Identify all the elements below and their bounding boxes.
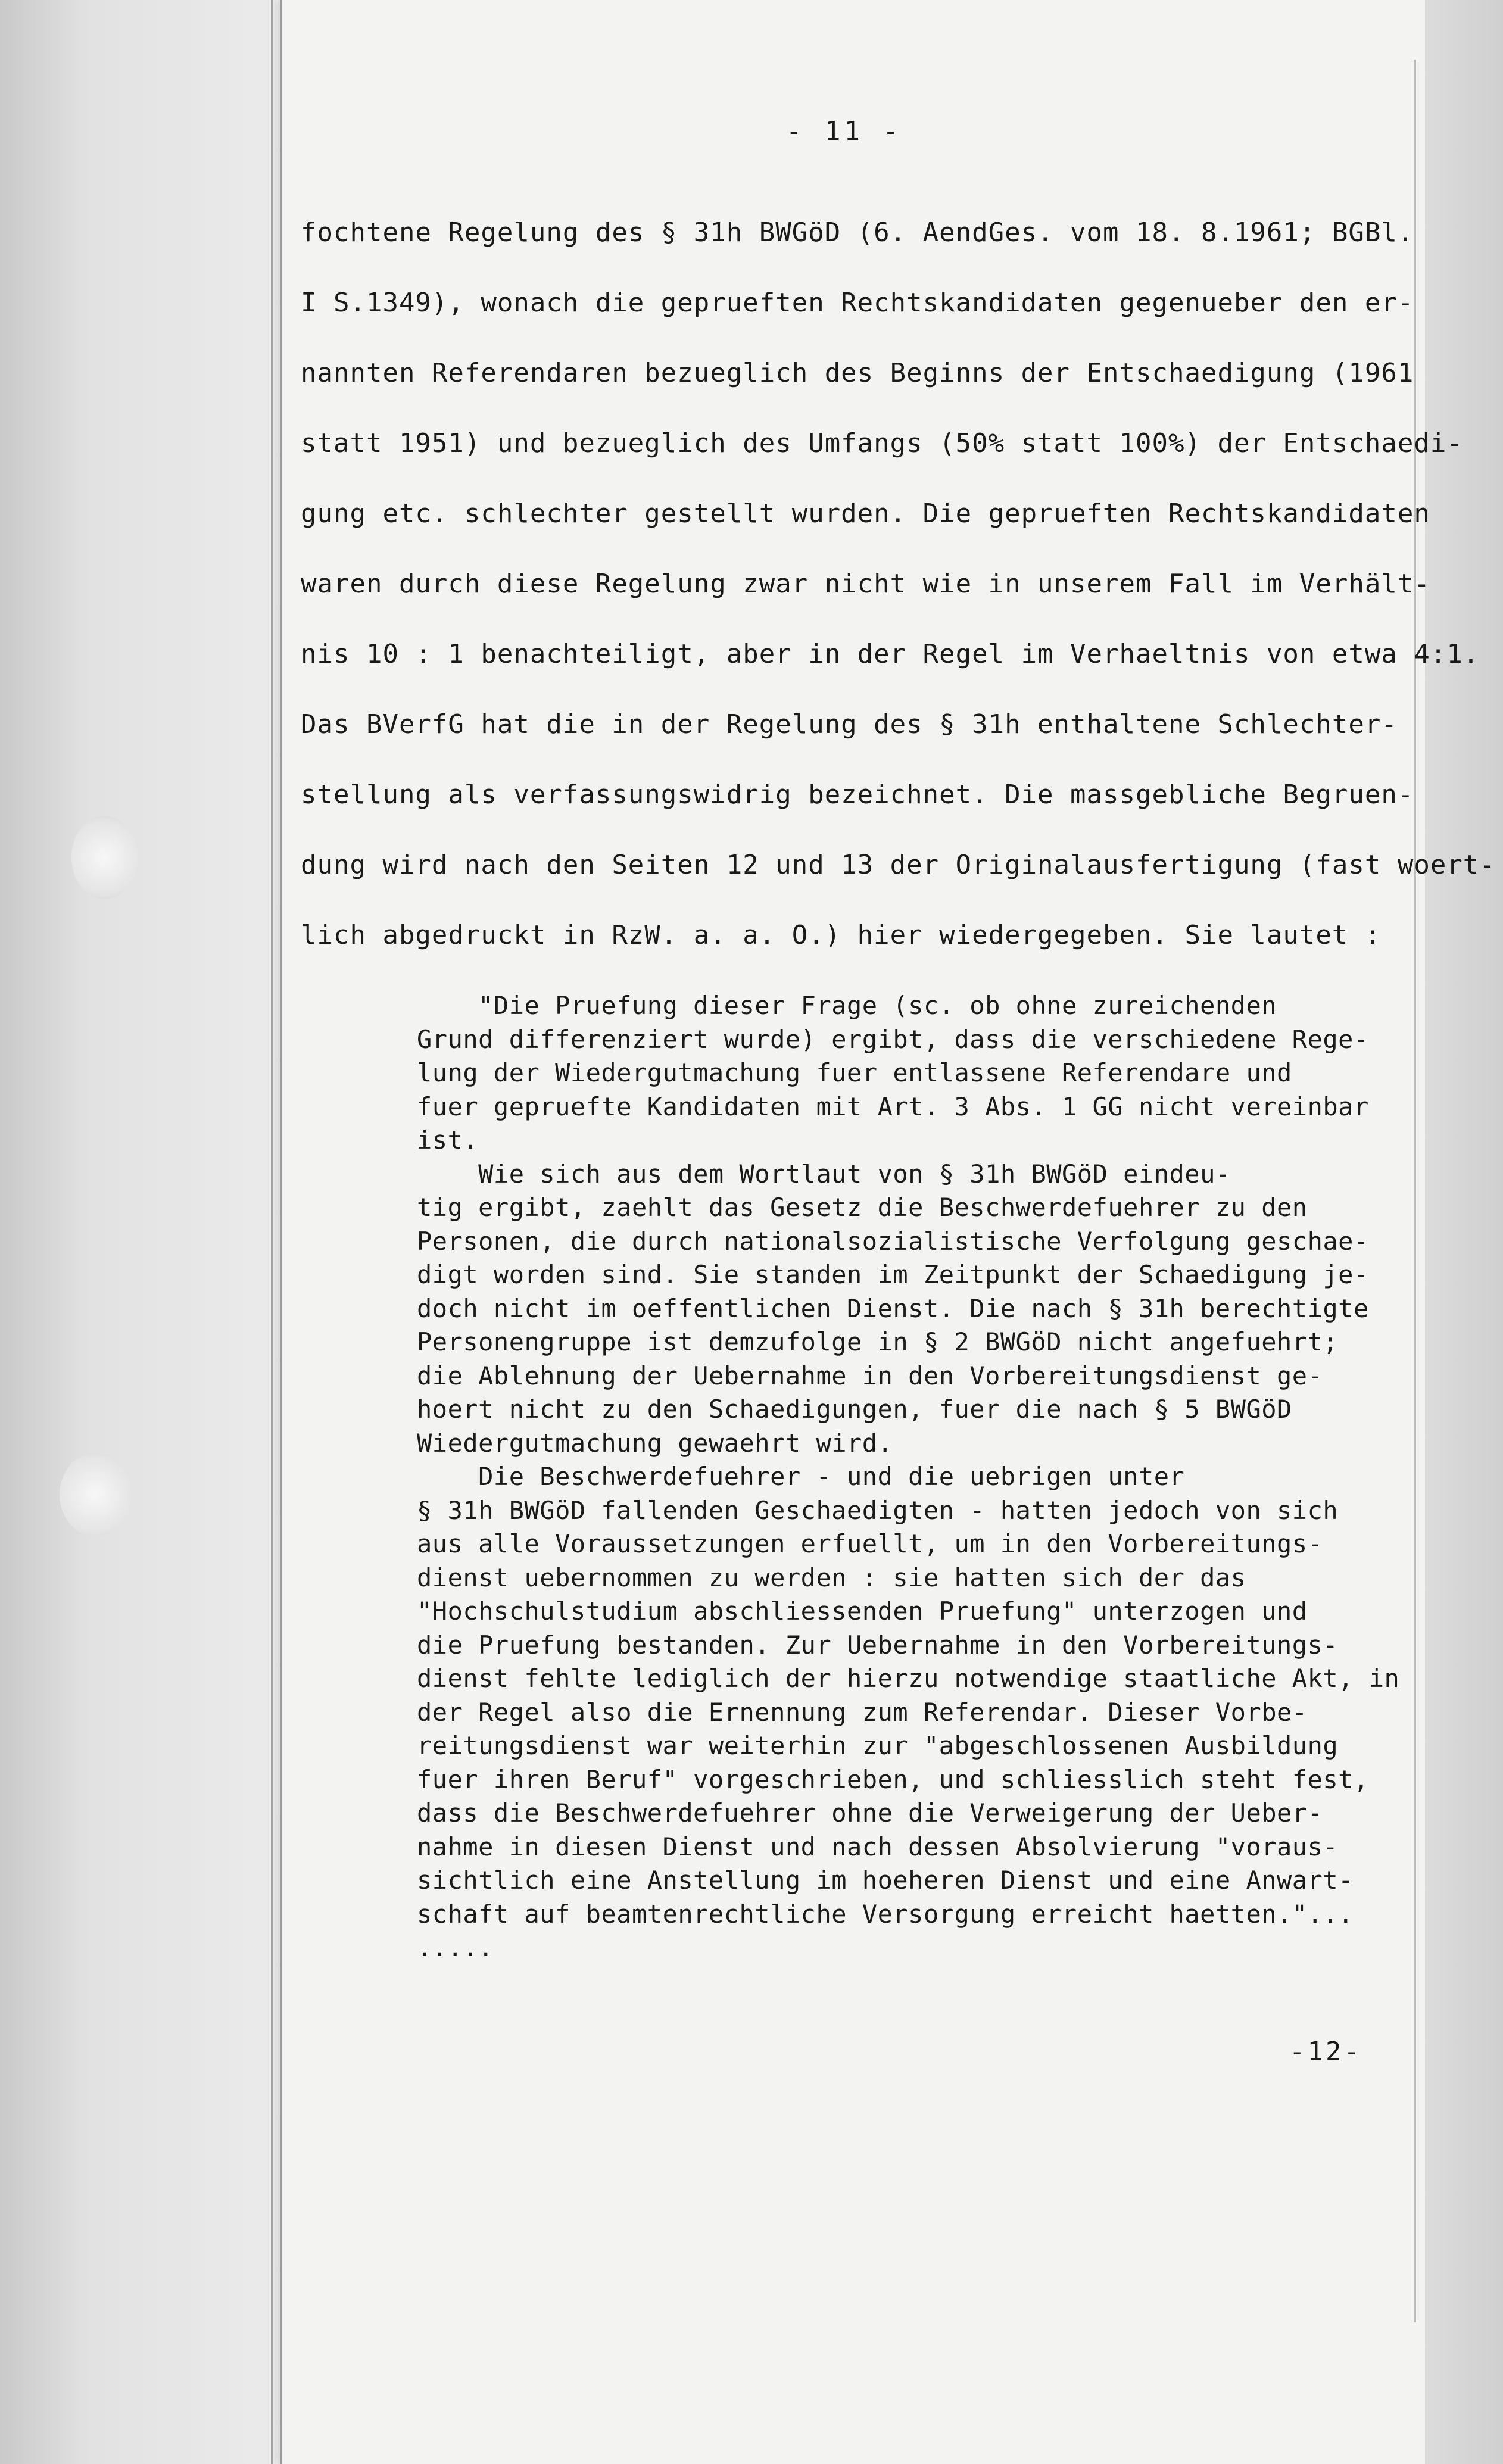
main-text-line: I S.1349), wonach die geprueften Rechtskandidaten gegenueber den er- <box>301 288 1414 318</box>
quote-text-line: Wie sich aus dem Wortlaut von § 31h BWGöD eindeu- <box>417 1159 1231 1189</box>
quote-text-line: aus alle Voraussetzungen erfuellt, um in den Vorbereitungs- <box>417 1529 1323 1558</box>
quote-text-line: ist. <box>417 1125 479 1155</box>
quote-text-line: dass die Beschwerdefuehrer ohne die Verweigerung der Ueber- <box>417 1798 1323 1827</box>
main-text-line: stellung als verfassungswidrig bezeichnet. Die massgebliche Begruen- <box>301 779 1414 810</box>
quote-text-line: reitungsdienst war weiterhin zur "abgeschlossenen Ausbildung <box>417 1731 1339 1760</box>
quote-text-line: Personen, die durch nationalsozialistische Verfolgung geschae- <box>417 1226 1369 1256</box>
quote-text-line: lung der Wiedergutmachung fuer entlassene Referendare und <box>417 1058 1292 1087</box>
quote-text-line: Grund differenziert wurde) ergibt, dass die verschiedene Rege- <box>417 1024 1369 1054</box>
quote-text-line: Wiedergutmachung gewaehrt wird. <box>417 1428 893 1458</box>
quote-text-line: nahme in diesen Dienst und nach dessen Absolvierung "voraus- <box>417 1832 1339 1861</box>
main-text-line: lich abgedruckt in RzW. a. a. O.) hier wiedergegeben. Sie lautet : <box>301 920 1382 950</box>
quote-text-line: Die Beschwerdefuehrer - und die uebrigen unter <box>417 1462 1185 1491</box>
quote-text-line: "Die Pruefung dieser Frage (sc. ob ohne zureichenden <box>417 991 1277 1020</box>
quote-text-line: fuer gepruefte Kandidaten mit Art. 3 Abs. 1 GG nicht vereinbar <box>417 1091 1369 1121</box>
quote-text-line: Personengruppe ist demzufolge in § 2 BWGöD nicht angefuehrt; <box>417 1327 1339 1356</box>
quote-text-line: der Regel also die Ernennung zum Referendar. Dieser Vorbe- <box>417 1697 1308 1727</box>
quote-text-line: die Ablehnung der Uebernahme in den Vorbereitungsdienst ge- <box>417 1361 1323 1390</box>
quote-text-line: ..... <box>417 1933 494 1962</box>
quote-text-line: dienst fehlte lediglich der hierzu notwendige staatliche Akt, in <box>417 1664 1400 1693</box>
quote-text-line: fuer ihren Beruf" vorgeschrieben, und schliesslich steht fest, <box>417 1764 1369 1794</box>
main-text-line: nis 10 : 1 benachteiligt, aber in der Regel im Verhaeltnis von etwa 4:1. <box>301 639 1480 669</box>
page-number: - 11 - <box>786 116 902 146</box>
quote-text-line: "Hochschulstudium abschliessenden Pruefung" unterzogen und <box>417 1596 1308 1626</box>
quote-text-line: § 31h BWGöD fallenden Geschaedigten - hatten jedoch von sich <box>417 1495 1339 1525</box>
quote-text-line: tig ergibt, zaehlt das Gesetz die Beschwerdefuehrer zu den <box>417 1193 1308 1222</box>
quote-text-line: sichtlich eine Anstellung im hoeheren Dienst und eine Anwart- <box>417 1866 1354 1895</box>
next-page-marker: -12- <box>1289 2036 1362 2067</box>
main-text-line: fochtene Regelung des § 31h BWGöD (6. AendGes. vom 18. 8.1961; BGBl. <box>301 217 1414 248</box>
quote-text-line: digt worden sind. Sie standen im Zeitpunkt der Schaedigung je- <box>417 1260 1369 1289</box>
quote-text-line: schaft auf beamtenrechtliche Versorgung erreicht haetten."... <box>417 1899 1354 1929</box>
main-text-line: dung wird nach den Seiten 12 und 13 der Originalausfertigung (fast woert- <box>301 850 1496 880</box>
main-text-line: nannten Referendaren bezueglich des Beginns der Entschaedigung (1961 <box>301 358 1414 388</box>
quote-text-line: dienst uebernommen zu werden : sie hatten sich der das <box>417 1562 1246 1592</box>
main-text-line: waren durch diese Regelung zwar nicht wie in unserem Fall im Verhält- <box>301 569 1430 599</box>
main-text-line: Das BVerfG hat die in der Regelung des § 31h enthaltene Schlechter- <box>301 709 1398 740</box>
main-text-line: statt 1951) und bezueglich des Umfangs (50% statt 100%) der Entschaedi- <box>301 428 1463 459</box>
quote-text-line: hoert nicht zu den Schaedigungen, fuer die nach § 5 BWGöD <box>417 1395 1292 1424</box>
main-text-line: gung etc. schlechter gestellt wurden. Die geprueften Rechtskandidaten <box>301 498 1430 529</box>
quote-text-line: die Pruefung bestanden. Zur Uebernahme in den Vorbereitungs- <box>417 1630 1339 1660</box>
quote-text-line: doch nicht im oeffentlichen Dienst. Die nach § 31h berechtigte <box>417 1293 1369 1323</box>
